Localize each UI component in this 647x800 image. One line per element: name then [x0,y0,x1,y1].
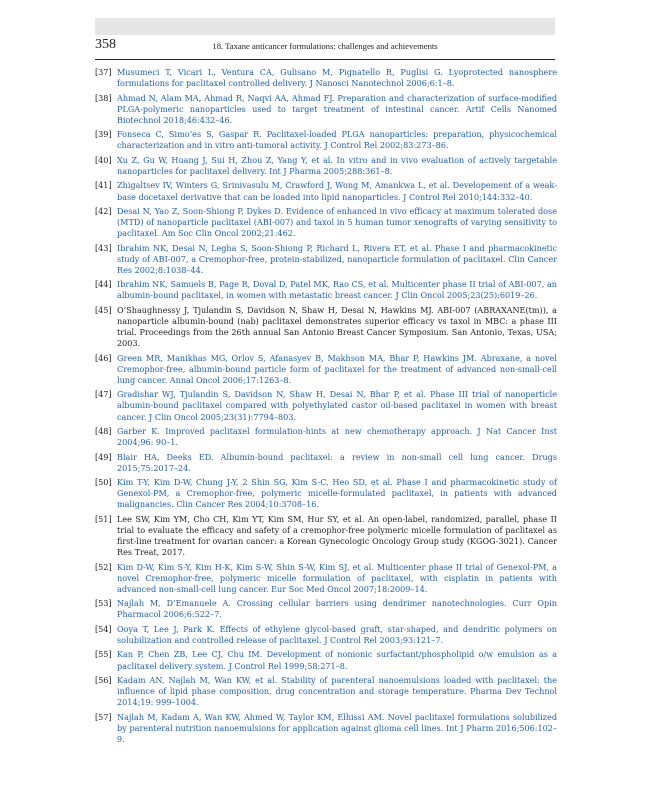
reference-number: [45] [95,304,112,315]
running-header [95,37,555,60]
reference-number: [51] [95,513,112,524]
reference-number: [57] [95,711,112,722]
reference-number: [39] [95,129,112,140]
reference-item[interactable] [95,452,557,474]
reference-item[interactable] [95,624,557,646]
reference-item[interactable] [95,93,557,126]
reference-number: [46] [95,352,112,363]
reference-link[interactable]: Desai N, Yao Z, Soon-Shiong P, Dykes D. Evidence of enhanced in vivo efficacy at maximum tolerated dose (MTD) of nanoparticle paclitaxel (ABI-007) and taxol in 5 human tumor xenografts of varying sensitivity to paclitaxel. Am Soc Clin Oncol 2002;21:462. [117,205,557,239]
reference-number: [52] [95,561,112,572]
reference-link[interactable]: Kim D-W, Kim S-Y, Kim H-K, Kim S-W, Shin S-W, Kim SJ, et al. Multicenter phase II trial of Genexol-PM, a novel Cremophor-free, polymeric micelle formulation of paclitaxel, with cisplatin in patients with advanced non-small-cell lung cancer. Eur Soc Med Oncol 2007;18:2009–14. [117,561,557,594]
reference-item[interactable] [95,675,557,708]
reference-item[interactable] [95,598,557,620]
reference-item[interactable] [95,67,557,89]
reference-text: Lee SW, Kim YM, Cho CH, Kim YT, Kim SM, Hur SY, et al. An open-label, randomized, parallel, phase II trial to evaluate the efficacy and safety of a cremophor-free polymeric micelle formulation of paclitaxel as first-line treatment for ovarian cancer: a Korean Gynecologic Oncology Group study (KGOG-3021). Cancer Res Treat, 2017. [117,513,557,558]
reference-item[interactable] [95,389,557,422]
reference-item [95,305,557,349]
reference-link[interactable]: Gradishar WJ, Tjulandin S, Davidson N, Shaw H, Desai N, Bhar P, et al. Phase III trial of nanoparticle albumin-bound paclitaxel compared with polyethylated castor oil-based paclitaxel in women with breast cancer. J Clin Oncol 2005;23(31):7794–803. [117,389,557,422]
reference-link[interactable]: Garber K. Improved paclitaxel formulation-hints at new chemotherapy approach. J Nat Cancer Inst 2004;96: 90–1. [117,426,557,448]
reference-link[interactable]: Zhigaltsev IV, Winters G, Srinivasulu M, Crawford J, Wong M, Amankwa L, et al. Developement of a weak-base docetaxel derivative that can be loaded into lipid nanoparticles. J Control Rel 2010;144:332–40. [117,180,557,202]
header-band [95,18,555,35]
reference-link[interactable]: Najlah M, Kadam A, Wan KW, Ahmed W, Taylor KM, Elhissi AM. Novel paclitaxel formulations solubilized by parenteral nutrition nanoemulsions for application against glioma cell lines. Int J Pharm 2016;506:102–9. [117,711,557,744]
reference-link[interactable]: Musumeci T, Vicari L, Ventura CA, Gulisano M, Pignatello R, Puglisi G. Lyoprotected nanosphere formulations for paclitaxel controlled delivery. J Nanosci Nanotechnol 2006;6:1–8. [117,67,557,89]
reference-item[interactable] [95,712,557,745]
reference-link[interactable]: Fonseca C, Simo’es S, Gaspar R. Paclitaxel-loaded PLGA nanoparticles: preparation, physicochemical characterization and in vitro anti-tumoral activity. J Control Rel 2002;83:273–86. [117,129,557,151]
reference-number: [38] [95,92,112,103]
reference-number: [56] [95,675,112,686]
reference-number: [50] [95,477,112,488]
reference-item [95,514,557,558]
reference-number: [37] [95,67,112,77]
reference-item[interactable] [95,353,557,386]
reference-link[interactable]: Kim T-Y, Kim D-W, Chung J-Y, 2 Shin SG, Kim S-C, Heo SD, et al. Phase I and pharmacokinetic study of Genexol-PM, a Cremophor-free, polymeric micelle-formulated paclitaxel, in patients with advanced malignancies. Clin Cancer Res 2004;10:3708–16. [117,477,557,510]
reference-item[interactable] [95,649,557,671]
reference-link[interactable]: Ibrahim NK, Samuels B, Page R, Doval D, Patel MK, Rao CS, et al. Multicenter phase II trial of ABI-007, an albumin-bound paclitaxel, in women with metastatic breast cancer. J Clin Oncol 2005;23(25):6019–26. [117,279,557,301]
reference-number: [44] [95,279,112,290]
reference-number: [55] [95,649,112,660]
reference-item[interactable] [95,155,557,177]
reference-item[interactable] [95,206,557,239]
reference-number: [43] [95,242,112,253]
reference-link[interactable]: Ahmad N, Alam MA, Ahmad R, Naqvi AA, Ahmad FJ. Preparation and characterization of surface-modified PLGA-polymeric nanoparticles used to target treatment of intestinal cancer. Artif Cells Nanomed Biotechnol 2018;46:432–46. [117,92,557,125]
page-number: 358 [95,37,116,52]
reference-text: O’Shaughnessy J, Tjulandin S, Davidson N, Shaw H, Desai N, Hawkins MJ. ABI-007 (ABRAXANE(tm)), a nanoparticle albumin-bound (nab) paclitaxel demonstrates superior efficacy vs taxol in MBC: a phase III trial. Proceedings from the 26th annual San Antonio Breast Cancer Symposium. San Antonio, Texas, USA; 2003. [117,304,557,349]
reference-link[interactable]: Ooya T, Lee J, Park K. Effects of ethylene glycol-based graft, star-shaped, and dendritic polymers on solubilization and controlled release of paclitaxel. J Control Rel 2003;93:121–7. [117,623,557,645]
reference-link[interactable]: Najlah M, D’Emanuele A. Crossing cellular barriers using dendrimer nanotechnologies. Curr Opin Pharmacol 2006;6:522–7. [117,598,557,620]
reference-link[interactable]: Blair HA, Deeks ED. Albumin-bound paclitaxel: a review in non-small cell lung cancer. Drugs 2015;75:2017–24. [117,451,557,473]
reference-item[interactable] [95,180,557,202]
reference-item[interactable] [95,426,557,448]
reference-link[interactable]: Kan P, Chen ZB, Lee CJ, Chu IM. Development of nonionic surfactant/phospholipid o/w emulsion as a paclitaxel delivery system. J Control Rel 1999;58:271–8. [117,649,557,671]
reference-number: [53] [95,598,112,609]
reference-number: [47] [95,389,112,400]
chapter-title: 18. Taxane anticancer formulations: challenges and achievements [212,41,438,51]
reference-list [95,67,557,748]
reference-item[interactable] [95,129,557,151]
reference-link[interactable]: Ibrahim NK, Desai N, Legha S, Soon-Shiong P, Richard L, Rivera ET, et al. Phase I and pharmacokinetic study of ABI-007, a Cremophor-free, protein-stabilized, nanoparticle formulation of paclitaxel. Clin Cancer Res 2002;8:1038–44. [117,242,557,275]
reference-number: [54] [95,623,112,634]
reference-number: [41] [95,180,112,191]
reference-item[interactable] [95,562,557,595]
reference-link[interactable]: Green MR, Manikhas MG, Orlov S, Afanasyev B, Makhson MA, Bhar P, Hawkins JM. Abraxane, a novel Cremophor-free, albumin-bound particle form of paclitaxel for the treatment of advanced non-small-cell lung cancer. Annal Oncol 2006;17:1263–8. [117,352,557,385]
reference-link[interactable]: Kadam AN, Najlah M, Wan KW, et al. Stability of parenteral nanoemulsions loaded with paclitaxel: the influence of lipid phase composition, drug concentration and storage temperature. Pharma Dev Technol 2014;19: 999–1004. [117,675,557,708]
reference-number: [48] [95,426,112,437]
reference-item[interactable] [95,243,557,276]
reference-number: [42] [95,205,112,216]
reference-item[interactable] [95,279,557,301]
reference-item[interactable] [95,477,557,510]
reference-number: [49] [95,451,112,462]
reference-number: [40] [95,154,112,165]
reference-link[interactable]: Xu Z, Gu W, Huang J, Sui H, Zhou Z, Yang Y, et al. In vitro and in vivo evaluation of actively targetable nanoparticles for paclitaxel delivery. Int J Pharma 2005;288:361–8. [117,154,557,176]
